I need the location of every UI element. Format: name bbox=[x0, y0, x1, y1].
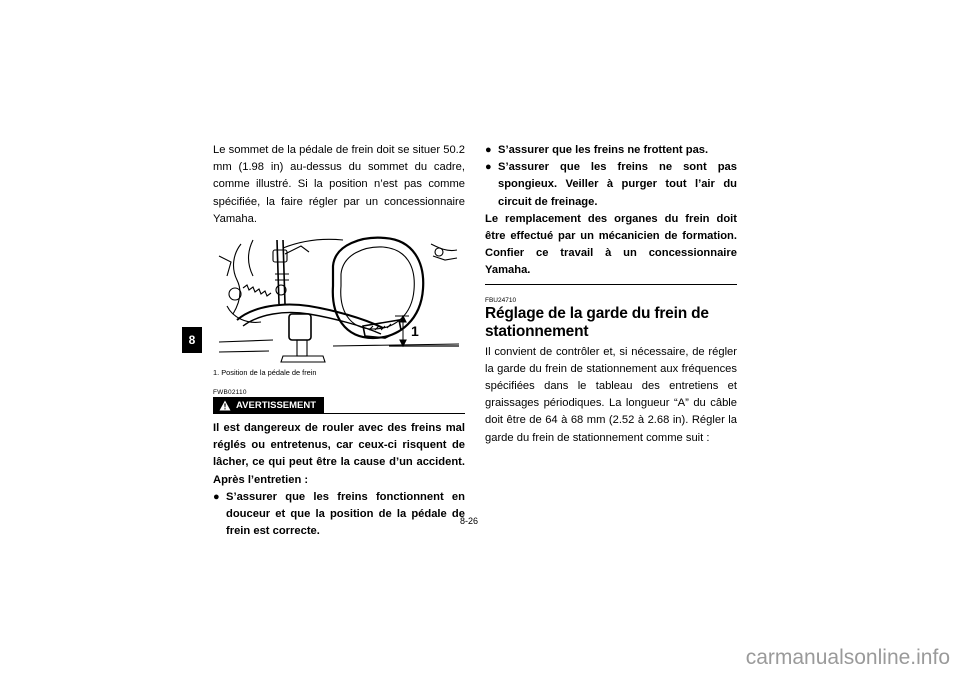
bullet-dot: ● bbox=[485, 161, 492, 174]
left-column bbox=[213, 142, 465, 540]
intro-paragraph: Le sommet de la pédale de frein doit se situer 50.2 mm (1.98 in) au-dessus du sommet du cadre, comme illustré. Si la position n’est pas comme spécifiée, la faire régler par un concessionnaire Yamaha. bbox=[213, 144, 465, 225]
bullet-item bbox=[213, 489, 465, 541]
right-column bbox=[485, 142, 737, 447]
chapter-tab: 8 bbox=[182, 327, 202, 353]
bullet-item bbox=[485, 142, 737, 159]
warning-triangle-icon bbox=[219, 400, 231, 411]
warning-end-rule bbox=[485, 284, 737, 285]
bullet-dot: ● bbox=[485, 144, 492, 156]
section-body: Il convient de contrôler et, si nécessaire, de régler la garde du frein de stationnement aux fréquences spécifiées dans le tableau des entretiens et graissages périodiques. La longueur “A” du câble doit être de 64 à 68 mm (2.52 à 2.68 in). Régler la garde du frein de stationnement comme suit : bbox=[485, 345, 737, 444]
warning-text: Il est dangereux de rouler avec des freins mal réglés ou entretenus, car ceux-ci risquent de lâcher, ce qui peut être la cause d’un accident. Après l’entretien : bbox=[213, 422, 465, 486]
bullet-text: S’assurer que les freins fonctionnent en douceur et que la position de la pédale de frein est correcte. bbox=[226, 490, 465, 538]
warning-code: FWB02110 bbox=[213, 389, 247, 397]
bullet-item bbox=[485, 159, 737, 211]
bullet-dot: ● bbox=[213, 490, 220, 503]
brake-pedal-figure bbox=[213, 234, 459, 366]
warning-header bbox=[213, 397, 465, 414]
section-code: FBU24710 bbox=[485, 296, 517, 304]
warning-closing-text: Le remplacement des organes du frein doit être effectué par un mécanicien de formation. Confier ce travail à un concessionnaire Yamaha. bbox=[485, 212, 737, 277]
bullet-text: S’assurer que les freins ne sont pas spongieux. Veiller à purger tout l’air du circuit de freinage. bbox=[498, 161, 737, 208]
figure-callout-number: 1 bbox=[411, 323, 419, 340]
figure-caption: 1. Position de la pédale de frein bbox=[213, 368, 317, 378]
warning-badge bbox=[213, 397, 324, 414]
bullet-text: S’assurer que les freins ne frottent pas. bbox=[498, 144, 709, 156]
brake-pedal-illustration bbox=[213, 234, 459, 366]
watermark: carmanualsonline.info bbox=[745, 646, 950, 669]
warning-label: AVERTISSEMENT bbox=[236, 400, 317, 412]
section-title: Réglage de la garde du frein de stationnement bbox=[485, 304, 709, 340]
warning-rule bbox=[324, 413, 465, 414]
page-number: 8-26 bbox=[460, 516, 479, 526]
